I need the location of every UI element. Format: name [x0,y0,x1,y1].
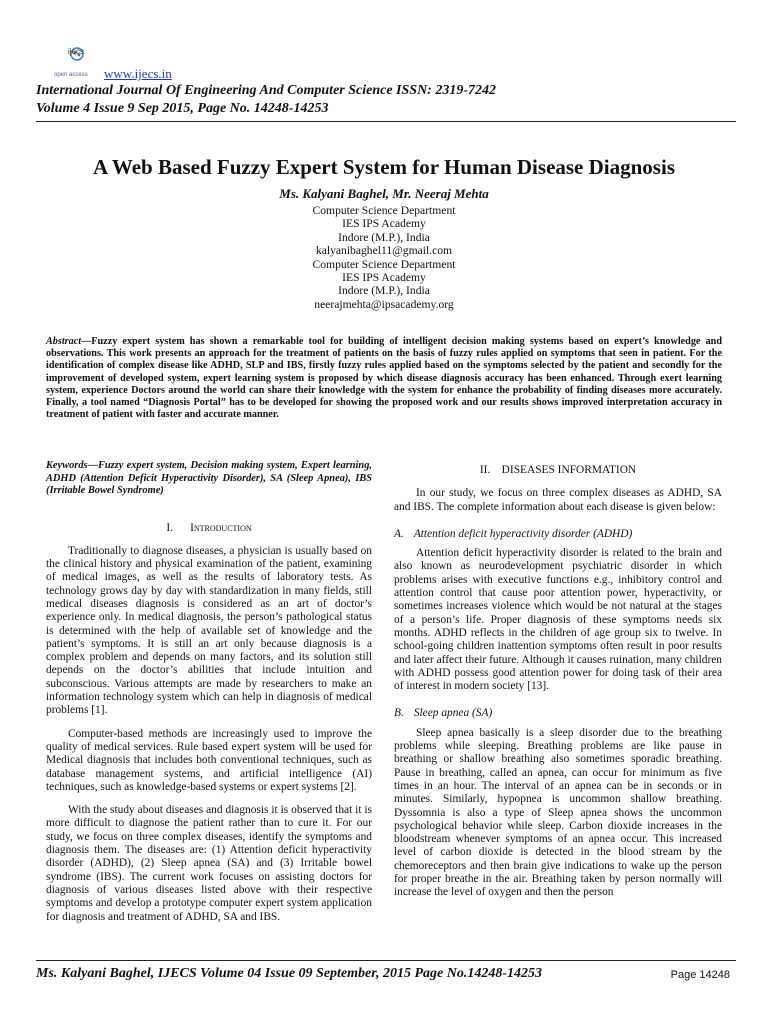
subsection-number: B. [394,707,404,720]
intro-paragraph-2: Computer-based methods are increasingly used to improve the quality of medical services. Rule based expert system will be used for Medical diagnosis that includes both conventional techniques, such as database management systems, and artificial intelligence (AI) techniques, such as knowledge-based systems or expert systems [2]. [46,727,372,793]
intro-paragraph-3: With the study about diseases and diagnosis it is observed that it is more difficult to diagnose the patient rather than to cure it. For our study, we focus on three complex diseases, identify the symptoms and diagnosis them. The diseases are: (1) Attention deficit hyperactivity disorder (ADHD), (2) Sleep apnea (SA) and (3) Irritable bowel syndrome (IBS). The current work focuses on assisting doctors for diagnosis of various diseases listed above with their respective symptoms and develop a prototype computer expert system application for diagnosis and treatment of ADHD, SA and IBS. [46,804,372,923]
footer-divider [36,960,736,961]
sleep-apnea-paragraph: Sleep apnea basically is a sleep disorder due to the breathing problems while sleeping. Breathing problems are like pause in breathing or shallow breathing also sometimes sporadic breathing. Pause in breathing, called an apnea, can occur for minimum as five times in an hour. The interval of an apnea can be in seconds or in minutes. Similarly, hypopnea is uncommon shallow breathing. Dyssomnia is also a type of Sleep apnea shows the uncommon psychological behavior while sleep. Carbon dioxide increases in the bloodstream whenever symptoms of an apnea occur. This increased level of carbon dioxide is detected in the blood stream by the chemoreceptors and then brain give indications to wake up the person for proper breathe in the air. Breathing taken by person normally will increase the level of oxygen and then the person [394,726,722,899]
diseases-intro-paragraph: In our study, we focus on three complex diseases as ADHD, SA and IBS. The complete information about each disease is given below: [394,487,722,513]
adhd-paragraph: Attention deficit hyperactivity disorder is related to the brain and also known as neurodevelopment psychiatric disorder in which problems arises with executive functions e.g., inhibitory control and attention control that cause poor attention power, hyperactivity, or sometimes increases violence which would be not natural at the stages of a person’s life. Proper diagnosis of these symptoms needs six months. ADHD reflects in the children of age group six to twelve. In school-going children inattention symptoms often result in poor results and later affect their future. Although it causes ruination, many children with ADHD possess good attention power for doing task of their area of interest in modern society [13]. [394,547,722,693]
author-email: kalyanibaghel11@gmail.com [315,244,453,258]
affiliation-line: Computer Science Department [312,204,456,217]
keywords: Keywords—Fuzzy expert system, Decision making system, Expert learning, ADHD (Attention Deficit Hyperactivity Disorder), SA (Sleep Apnea), IBS (Irritable Bowel Syndrome) [46,460,372,496]
abstract-label: Abstract [46,336,82,347]
section-heading-diseases [394,464,722,477]
page-number: Page 14248 [670,969,730,981]
author-affiliations [0,204,768,311]
paper-authors: Ms. Kalyani Baghel, Mr. Neeraj Mehta [279,186,489,201]
journal-issn-line: International Journal Of Engineering And Computer Science ISSN: 2319-7242 [36,83,497,98]
abstract-text: —Fuzzy expert system has shown a remarkable tool for building of intelligent decision making systems based on expert’s knowledge and observations. This work presents an approach for the treatment of patients on the basis of fuzzy rules applied on symptoms that seen in patient. For the identification of complex disease like ADHD, SLP and IBS, firstly fuzzy rules applied based on the symptoms selected by the patient and secondly for the improvement of developed system, expert learning system is proposed by which disease diagnosis accuracy has been enhanced. Through exert learning system, experience Doctors around the world can share their knowledge with the system for enhance the probability of finding diseases more accurately. Finally, a tool named “Diagnosis Portal” has to be developed for showing the proposed work and our results shows improved interpretation accuracy in treatment of patient with faster and accurate manner. [46,336,722,421]
journal-info [36,82,496,118]
affiliation-line: IES IPS Academy [342,271,426,285]
section-number: II. [479,464,491,476]
abstract [46,336,722,421]
affiliation-line: IES IPS Academy [342,217,426,231]
section-title: DISEASES INFORMATION [501,464,637,476]
subsection-heading-sleep-apnea [394,707,722,720]
footer-citation: Ms. Kalyani Baghel, IJECS Volume 04 Issue 09 September, 2015 Page No.14248-14253 [36,966,542,981]
logo-text: ijecs [68,47,85,56]
left-column [46,460,372,934]
right-column [394,464,722,910]
paper-title: A Web Based Fuzzy Expert System for Human Disease Diagnosis [93,155,675,179]
subsection-title: Sleep apnea (SA) [413,707,493,720]
header-divider [36,121,736,122]
subsection-title: Attention deficit hyperactivity disorder (ADHD) [413,527,633,540]
affiliation-line: Indore (M.P.), India [338,230,430,244]
affiliation-line: Indore (M.P.), India [338,284,430,298]
journal-volume-line: Volume 4 Issue 9 Sep 2015, Page No. 14248-14253 [36,101,329,116]
page-footer [36,966,736,986]
section-heading-introduction [46,522,372,535]
section-number: I. [166,521,173,534]
journal-url-link[interactable]: www.ijecs.in [104,66,172,81]
author-email: neerajmehta@ipsacademy.org [314,297,454,311]
subsection-heading-adhd [394,528,722,541]
subsection-number: A. [394,527,404,540]
affiliation-line: Computer Science Department [312,257,456,271]
logo-subtitle: open access [54,72,88,78]
section-title: Introduction [190,521,252,534]
intro-paragraph-1: Traditionally to diagnose diseases, a physician is usually based on the clinical history and physical examination of the patient, examining of medical images, as well as the results of laboratory tests. As technology grows day by day with standardization in many fields, still medical diseases diagnosis is considered as an art of doctor’s experience only. In medical diagnosis, the person’s pathological status is determined with the help of available set of knowledge and the patient’s symptoms. It is still an art only because diagnosis is a complex problem and depends on many factors, and its solution still depends on the doctor’s abilities that include intuition and subconscious. Various attempts are made by researchers to make an information technology system which can help in diagnosis of medical problems [1]. [46,544,372,717]
